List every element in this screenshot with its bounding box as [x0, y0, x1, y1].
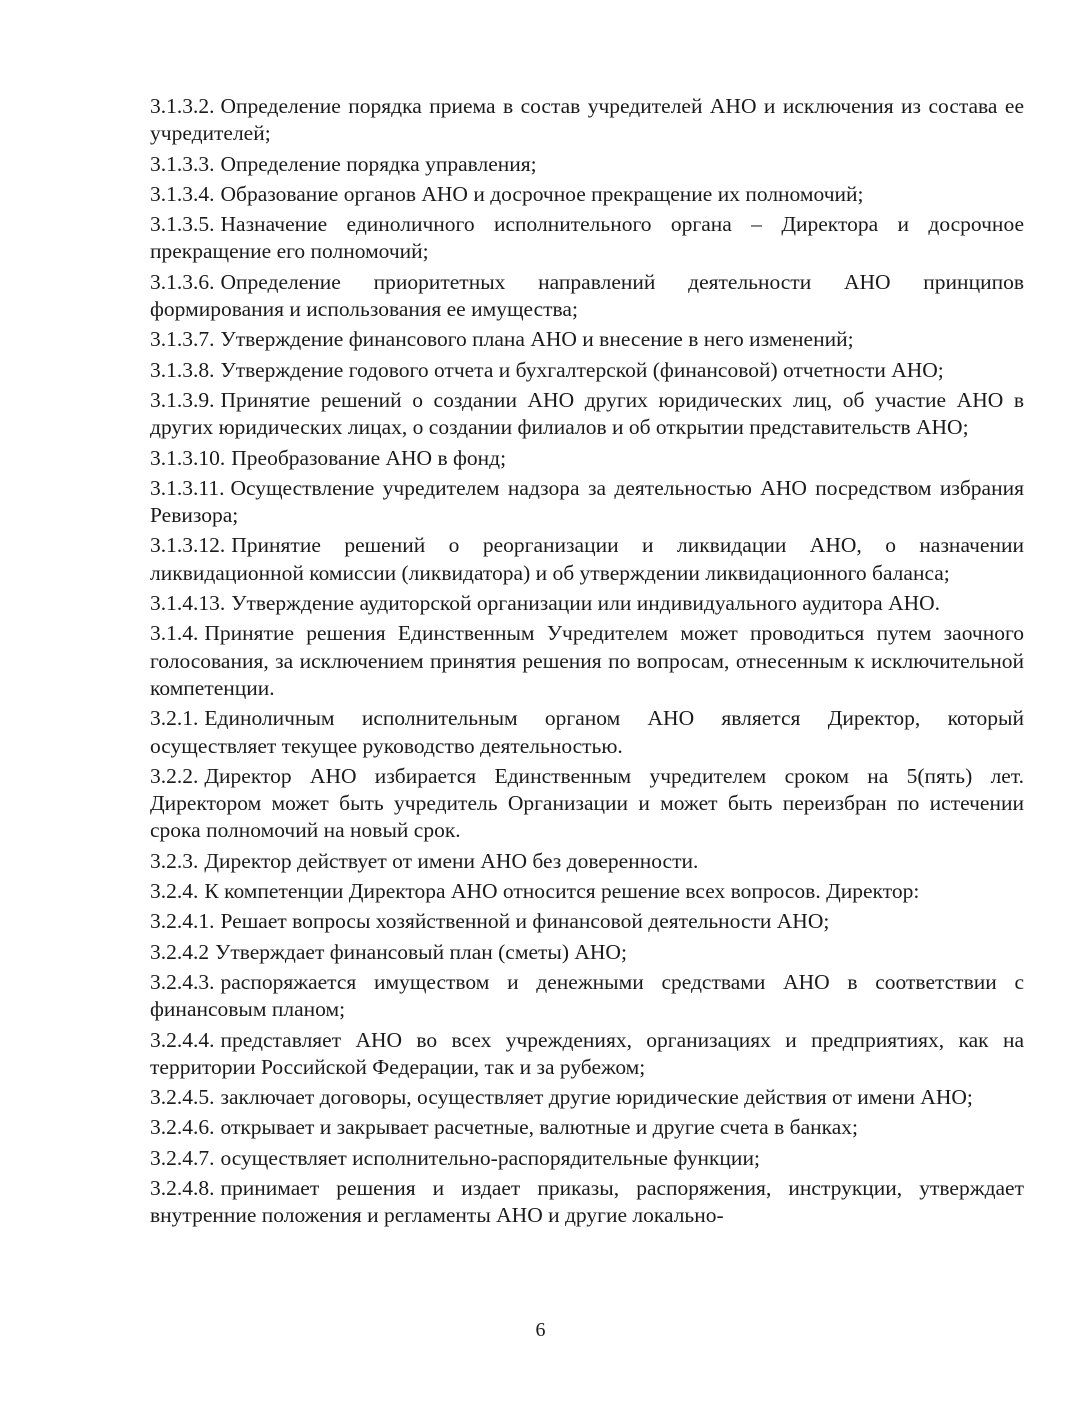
- clause-number: 3.2.4.5.: [150, 1085, 215, 1110]
- clause-3-1-3-11: [150, 475, 1024, 530]
- clause-3-1-4-13: [150, 590, 1024, 617]
- clause-3-2-4-3: [150, 969, 1024, 1024]
- clause-number: 3.2.1.: [150, 706, 199, 731]
- clause-text: осуществляет исполнительно-распорядительные функции;: [220, 1145, 760, 1170]
- clause-number: 3.1.3.3.: [150, 151, 215, 176]
- clause-number: 3.2.4.8.: [150, 1175, 215, 1200]
- clause-3-2-3: [150, 848, 1024, 875]
- clause-text: Принятие решений о реорганизации и ликвидации АНО, о назначении ликвидационной комиссии (ликвидатора) и об утверждении ликвидационного баланса;: [150, 533, 1024, 585]
- clause-3-1-3-3: [150, 151, 1024, 178]
- clause-number: 3.1.3.6.: [150, 269, 215, 294]
- clause-text: распоряжается имуществом и денежными средствами АНО в соответствии с финансовым планом;: [150, 969, 1024, 1022]
- document-page: [150, 93, 1024, 1233]
- clause-number: 3.1.3.7.: [150, 327, 215, 352]
- clause-text: Назначение единоличного исполнительного органа – Директора и досрочное прекращение его полномочий;: [150, 212, 1024, 264]
- clause-text: Принятие решений о создании АНО других юридических лиц, об участие АНО в других юридических лицах, о создании филиалов и об открытии представительств АНО;: [150, 387, 1024, 440]
- clause-3-2-4-2: [150, 939, 1024, 966]
- clause-3-1-3-10: [150, 445, 1024, 472]
- clause-3-2-4-5: [150, 1084, 1024, 1111]
- clause-3-1-4: [150, 620, 1024, 702]
- clause-3-2-4-7: [150, 1145, 1024, 1172]
- clause-3-1-3-9: [150, 387, 1024, 442]
- clause-text: Директор АНО избирается Единственным учредителем сроком на 5(пять) лет. Директором может быть учредитель Организации и может быть переизбран по истечении срока полномочий на новый срок.: [150, 763, 1024, 843]
- clause-text: Определение приоритетных направлений деятельности АНО принципов формирования и использования ее имущества;: [150, 269, 1024, 322]
- clause-text: Решает вопросы хозяйственной и финансовой деятельности АНО;: [220, 909, 830, 934]
- clause-3-2-2: [150, 763, 1024, 845]
- clause-number: 3.1.3.9.: [150, 387, 215, 412]
- clause-3-1-3-2: [150, 93, 1024, 148]
- clause-number: 3.2.4.4.: [150, 1027, 215, 1052]
- clause-3-1-3-8: [150, 357, 1024, 384]
- clause-3-2-4-1: [150, 908, 1024, 935]
- clause-number: 3.2.4.3.: [150, 969, 215, 994]
- clause-3-2-4-4: [150, 1027, 1024, 1082]
- clause-text: Единоличным исполнительным органом АНО является Директор, который осуществляет текущее руководство деятельностью.: [150, 706, 1024, 758]
- clause-number: 3.1.3.8.: [150, 357, 215, 382]
- clause-number: 3.1.3.10.: [150, 445, 226, 470]
- clause-3-2-4-6: [150, 1114, 1024, 1141]
- clause-number: 3.1.3.11.: [150, 475, 225, 500]
- clause-number: 3.2.2.: [150, 763, 199, 788]
- clause-3-1-3-6: [150, 269, 1024, 324]
- clause-3-1-3-5: [150, 211, 1024, 266]
- clause-text: представляет АНО во всех учреждениях, организациях и предприятиях, как на территории Российской Федерации, так и за рубежом;: [150, 1027, 1024, 1079]
- clause-text: Определение порядка управления;: [220, 151, 537, 176]
- clause-3-1-3-12: [150, 532, 1024, 587]
- clause-3-1-3-4: [150, 181, 1024, 208]
- clause-number: 3.2.4.7.: [150, 1145, 215, 1170]
- clause-number: 3.1.3.4.: [150, 181, 215, 206]
- clause-number: 3.2.3.: [150, 848, 199, 873]
- clause-text: Утверждение годового отчета и бухгалтерской (финансовой) отчетности АНО;: [220, 357, 944, 382]
- clause-text: заключает договоры, осуществляет другие юридические действия от имени АНО;: [220, 1085, 973, 1110]
- clause-text: открывает и закрывает расчетные, валютные и другие счета в банках;: [220, 1115, 859, 1140]
- clause-text: Утверждает финансовый план (сметы) АНО;: [215, 939, 627, 964]
- clause-3-2-1: [150, 705, 1024, 760]
- clause-text: К компетенции Директора АНО относится решение всех вопросов. Директор:: [204, 879, 920, 904]
- clause-text: Принятие решения Единственным Учредителем может проводиться путем заочного голосования, за исключением принятия решения по вопросам, отнесенным к исключительной компетенции.: [150, 621, 1024, 700]
- clause-number: 3.2.4.: [150, 879, 199, 904]
- clause-number: 3.1.3.2.: [150, 94, 215, 118]
- clause-text: Осуществление учредителем надзора за деятельностью АНО посредством избрания Ревизора;: [150, 475, 1024, 528]
- clause-number: 3.1.3.5.: [150, 212, 215, 237]
- clause-3-2-4-8: [150, 1175, 1024, 1230]
- clause-number: 3.1.3.12.: [150, 533, 226, 558]
- clause-text: принимает решения и издает приказы, распоряжения, инструкции, утверждает внутренние положения и регламенты АНО и другие локально-: [150, 1175, 1024, 1228]
- clause-text: Утверждение финансового плана АНО и внесение в него изменений;: [220, 327, 854, 352]
- clause-text: Утверждение аудиторской организации или индивидуального аудитора АНО.: [231, 591, 941, 616]
- clause-text: Образование органов АНО и досрочное прекращение их полномочий;: [220, 181, 864, 206]
- clause-text: Определение порядка приема в состав учредителей АНО и исключения из состава ее учредителей;: [150, 94, 1024, 146]
- clause-3-2-4: [150, 878, 1024, 905]
- clause-number: 3.1.4.13.: [150, 591, 226, 616]
- clause-number: 3.2.4.2: [150, 939, 210, 964]
- page-number: 6: [535, 1319, 546, 1341]
- clause-number: 3.1.4.: [150, 621, 199, 646]
- clause-text: Преобразование АНО в фонд;: [231, 445, 507, 470]
- clause-number: 3.2.4.1.: [150, 909, 215, 934]
- clause-text: Директор действует от имени АНО без доверенности.: [204, 848, 699, 873]
- clause-3-1-3-7: [150, 326, 1024, 353]
- clause-number: 3.2.4.6.: [150, 1115, 215, 1140]
